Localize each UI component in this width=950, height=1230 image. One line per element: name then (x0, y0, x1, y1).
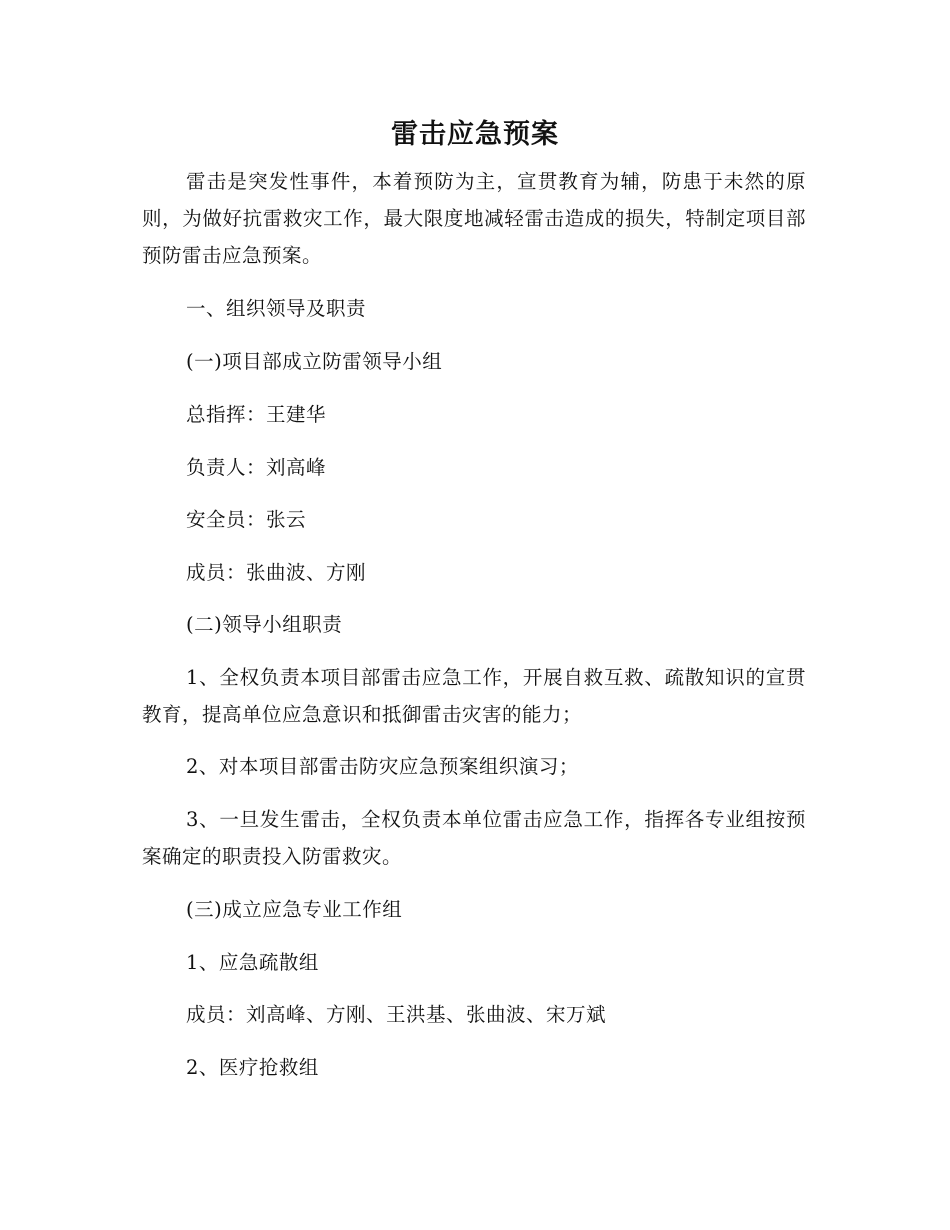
subsection-heading-leadership-group: (一)项目部成立防雷领导小组 (186, 350, 443, 373)
group-item-medical-rescue: 2、医疗抢救组 (186, 1056, 319, 1079)
intro-paragraph: 雷击是突发性事件，本着预防为主，宣贯教育为辅，防患于未然的原则，为做好抗雷救灾工作，最大限度地减轻雷击造成的损失，特制定项目部预防雷击应急预案。 (142, 170, 806, 267)
duty-item-1: 1、全权负责本项目部雷击应急工作，开展自救互救、疏散知识的宣贯教育，提高单位应急意识和抵御雷击灾害的能力； (142, 666, 806, 726)
duty-item-3: 3、一旦发生雷击，全权负责本单位雷击应急工作，指挥各专业组按预案确定的职责投入防雷救灾。 (142, 808, 806, 868)
evacuation-members-line: 成员：刘高峰、方刚、王洪基、张曲波、宋万斌 (186, 1003, 607, 1026)
members-line: 成员：张曲波、方刚 (186, 561, 367, 584)
subsection-heading-duties: (二)领导小组职责 (186, 613, 343, 636)
responsible-person-line: 负责人：刘高峰 (186, 456, 327, 479)
subsection-heading-working-groups: (三)成立应急专业工作组 (186, 898, 403, 921)
commander-line: 总指挥：王建华 (186, 403, 327, 426)
document-title: 雷击应急预案 (391, 119, 559, 150)
section-heading-organization: 一、组织领导及职责 (186, 297, 367, 320)
duty-item-2: 2、对本项目部雷击防灾应急预案组织演习； (186, 755, 579, 778)
safety-officer-line: 安全员：张云 (186, 508, 307, 531)
group-item-evacuation: 1、应急疏散组 (186, 951, 319, 974)
